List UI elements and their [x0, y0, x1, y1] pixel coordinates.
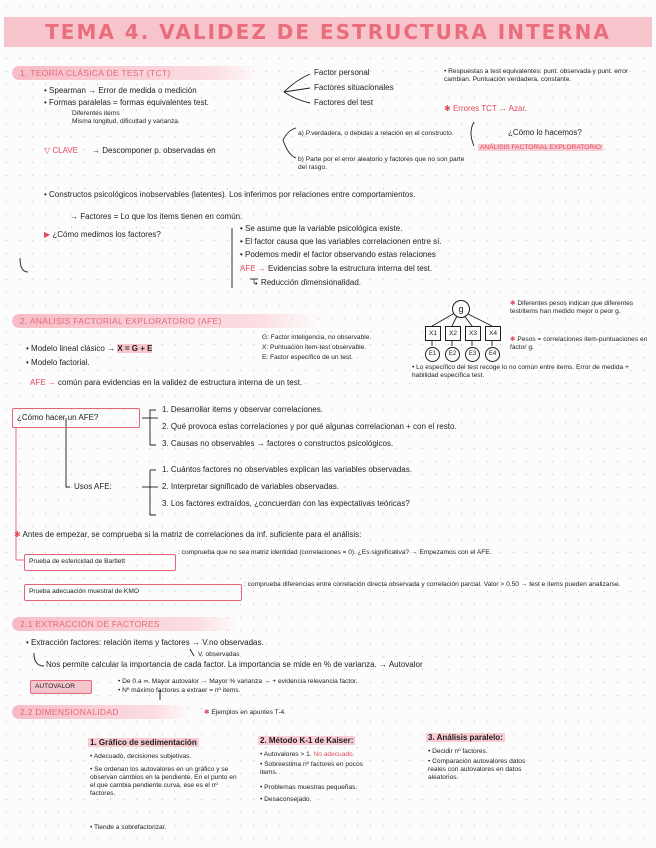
col3-title: 3. Análisis paralelo:	[428, 733, 503, 742]
uso-item: 2. Interpretar significado de variables observadas.	[162, 482, 339, 491]
factor-item: Factor personal	[314, 68, 370, 77]
clave-a: a) P.verdadera, o debidas a relación en el constructo.	[298, 130, 454, 137]
warning-triangle-icon: ▽	[44, 146, 53, 155]
factor-item: Factores situacionales	[314, 83, 394, 92]
clave-label: ▽ CLAVE	[44, 146, 79, 155]
col1-title: 1. Gráfico de sedimentación	[90, 738, 197, 747]
uso-item: 3. Los factores extraídos, ¿concuerdan con las expectativas teóricas?	[162, 499, 410, 508]
afe-label-highlight: ANÁLISIS FACTORIAL EXPLORATORIO	[480, 144, 602, 151]
factores-definition: → Factores = Lo que los items tienen en común.	[70, 212, 243, 221]
def-item: E: Factor específico de un test.	[262, 354, 353, 361]
afe-comun: AFE → común para evidencias en la validez de estructura interna de un test.	[30, 378, 303, 387]
autovalor-label-box	[30, 680, 92, 694]
autovalor-label: AUTOVALOR	[35, 683, 76, 690]
def-item: X: Puntuación item-test observable.	[262, 344, 367, 351]
diagram-note: ✱ Diferentes pesos indican que diferentes test/items han medido mejor o peor g.	[510, 300, 634, 315]
item-node: X2	[445, 326, 461, 341]
col2-item: • Sobreestima nº factores en pocos items.	[260, 761, 380, 777]
section-heading-dimensionalidad: 2.2 DIMENSIONALIDAD	[12, 705, 190, 719]
section-heading-afe: 2. ANÁLISIS FACTORIAL EXPLORATORIO (AFE)	[12, 314, 320, 328]
kmo-text: : comprueba diferencias entre correlación directa observada y correlación parcial. Valor > 0.50 → test e items pueden analizarse.	[244, 581, 621, 588]
formula: X = G + E	[117, 344, 153, 353]
col1-item: • Tiende a sobrefactorizar.	[90, 824, 166, 832]
page-title: TEMA 4. VALIDEZ DE ESTRUCTURA INTERNA	[45, 20, 611, 44]
item-node: X3	[465, 326, 481, 341]
antes-text: ✱ Antes de empezar, se comprueba si la matriz de correlaciones da inf. suficiente para el análisis:	[14, 530, 362, 539]
bartlett-box	[24, 554, 176, 571]
errores-text: ✱ Errores TCT → Azar.	[444, 104, 527, 113]
clave-text: → Descomponer p. observadas en	[92, 146, 216, 155]
reduccion-text: ↳ Reducción dimensionalidad.	[252, 278, 361, 287]
col1-item: • Adecuado, decisiones subjetivas.	[90, 753, 191, 761]
medimos-item: • Podemos medir el factor observando estas relaciones	[240, 250, 436, 260]
paso-item: 2. Qué provoca estas correlaciones y por qué algunas correlacionan + con el resto.	[162, 422, 457, 431]
modelo-lineal: • Modelo lineal clásico → X = G + E	[26, 344, 152, 354]
afe-evidencias: AFE → Evidencias sobre la estructura interna del test.	[240, 264, 433, 273]
spearman-text: • Spearman → Error de medida o medición	[44, 86, 197, 96]
diagram-note: ✱ Pesos = correlaciones item-puntuaciones en factor g.	[510, 336, 648, 351]
como-medimos: ▶ ¿Cómo medimos los factores?	[44, 230, 161, 239]
como-hacer-label: ¿Cómo hacer un AFE?	[17, 413, 99, 422]
error-node: E3	[465, 347, 480, 362]
ejemplos-text: ✱ Ejemplos en apuntes T-4.	[204, 709, 287, 716]
paso-item: 1. Desarrollar items y observar correlaciones.	[162, 405, 323, 414]
def-item: G: Factor inteligencia, no observable.	[262, 334, 372, 341]
arrow-icon: ▶	[44, 230, 53, 239]
col1-item: • Se ordenan los autovalores en un gráfico y se observan cambios en la pendiente. En el punto en el que cambia pendiente curva, ese es el nº factores.	[90, 766, 238, 798]
col3-item: • Decidir nº factores.	[428, 748, 488, 756]
factor-g-node: g	[452, 300, 470, 318]
permite-text: Nos permite calcular la importancia de cada factor. La importancia se mide en % de varianza. → Autovalor	[46, 660, 423, 669]
formas-sub2: Misma longitud, dificultad y varianza.	[72, 118, 180, 125]
col2-item: • Autovalores > 1. No adecuado.	[260, 751, 355, 759]
star-icon: ✱	[444, 104, 453, 113]
usos-label: Usos AFE:	[74, 482, 112, 491]
respuestas-note: • Respuestas a test equivalentes: punt. observada y punt. error cambian. Puntuación verdadera, constante.	[444, 68, 644, 84]
item-node: X1	[425, 326, 441, 341]
medimos-item: • Se asume que la variable psicológica existe.	[240, 224, 402, 234]
no-adecuado: No adecuado.	[313, 751, 355, 758]
col2-title: 2. Método K-1 de Kaiser:	[260, 736, 354, 745]
error-node: E4	[485, 347, 500, 362]
modelo-factorial: • Modelo factorial.	[26, 358, 90, 368]
formas-sub1: Diferentes items	[72, 110, 120, 117]
kmo-box	[24, 584, 242, 601]
extraccion-text: • Extracción factores: relación items y factores → V.no observadas.	[26, 638, 264, 648]
col2-item: • Problemas muestras pequeñas.	[260, 784, 357, 792]
paso-item: 3. Causas no observables → factores o constructos psicológicos.	[162, 439, 394, 448]
como-lo-hacemos: ¿Cómo lo hacemos?	[508, 128, 582, 137]
autovalor-item: • Nº máximo factores a extraer = nº items.	[118, 687, 240, 695]
constructos-text: • Constructos psicológicos inobservables (latentes). Los inferimos por relaciones entre comportamientos.	[44, 190, 415, 200]
medimos-item: • El factor causa que las variables correlacionen entre sí.	[240, 237, 442, 247]
error-node: E2	[445, 347, 460, 362]
bartlett-text: : comprueba que no sea matriz identidad (correlaciones = 0). ¿Es significativa? → Empezamos con el AFE.	[178, 549, 492, 556]
autovalor-item: • De 0 a ∞. Mayor autovalor → Mayor % varianza → + evidencia relevancia factor.	[118, 678, 358, 686]
bartlett-label: Prueba de esfericidad de Bartlett	[29, 558, 126, 565]
section-heading-tct: 1. TEORÍA CLÁSICA DE TEST (TCT)	[12, 66, 260, 80]
factor-item: Factores del test	[314, 98, 374, 107]
item-node: X4	[485, 326, 501, 341]
col2-item: • Desaconsejado.	[260, 796, 311, 804]
v-observadas: V. observadas	[198, 651, 240, 658]
section-heading-extraccion: 2.1 EXTRACCIÓN DE FACTORES	[12, 617, 240, 631]
kmo-label: Prueba adecuación muestral de KMO	[29, 588, 139, 595]
col3-item: • Comparación autovalores datos reales con autovalores en datos aleatorios.	[428, 758, 538, 782]
diagram-note: • Lo específico del test recoge lo no común entre items. Error de medida + habilidad específica test.	[412, 364, 650, 380]
error-node: E1	[425, 347, 440, 362]
como-hacer-box	[12, 408, 140, 428]
formas-text: • Formas paralelas = formas equivalentes test.	[44, 98, 209, 108]
clave-b: b) Parte por el error aleatorio y factores que no son parte del rasgo.	[298, 156, 465, 171]
uso-item: 1. Cuántos factores no observables explican las variables observadas.	[162, 465, 412, 474]
